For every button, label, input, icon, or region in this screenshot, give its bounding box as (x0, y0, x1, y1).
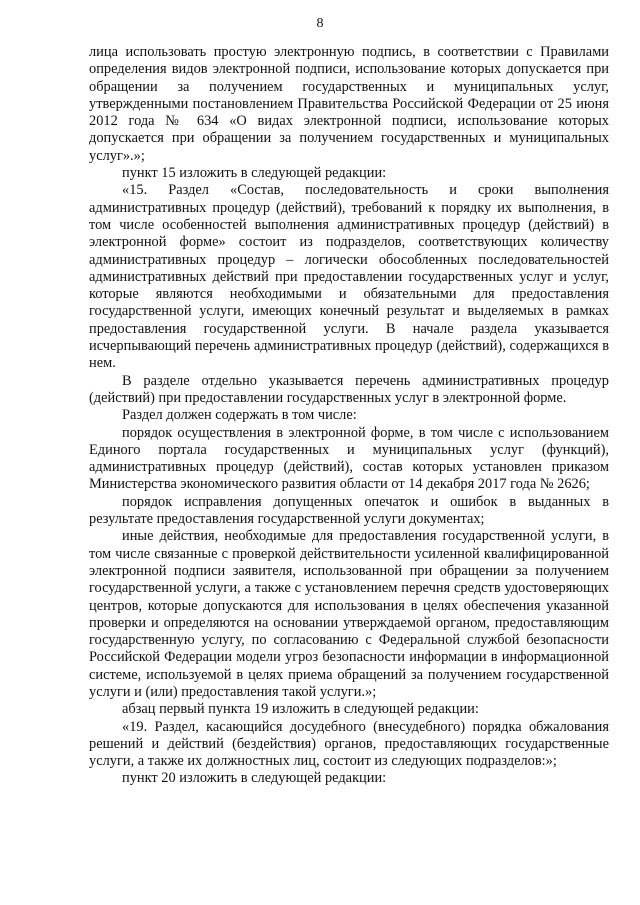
paragraph: пункт 20 изложить в следующей редакции: (122, 770, 387, 787)
paragraph: В разделе отдельно указывается перечень административных процедур (действий) при предоставлении государственных услуг в электронной форме. (89, 372, 609, 406)
paragraph: «19. Раздел, касающийся досудебного (внесудебного) порядка обжалования решений и действий (бездействия) органов, предоставляющих государственные услуги, а также их должностных лиц, состоит из следующих подразделов:»; (89, 718, 609, 770)
paragraph: порядок исправления допущенных опечаток и ошибок в выданных в результате предоставления государственной услуги документах; (89, 493, 609, 528)
paragraph: лица использовать простую электронную подпись, в соответствии с Правилами определения видов электронной подписи, использование которых допускается при обращении за получением государственных и муниципальных услуг, утвержденными постановлением Правительства Российской Федерации от 25 июня 2012 года № 634 «О видах электронной подписи, использование которых допускается при обращении за получением государственных и муниципальных услуг».»; (89, 44, 609, 164)
paragraph: «15. Раздел «Состав, последовательность и сроки выполнения административных процедур (действий), требований к порядку их выполнения, в том числе особенностей выполнения административных процедур (действий) в электронной форме» состоит из подразделов, соответствующих количеству административных процедур – логически обособленных последовательностей административных действий при предоставлении государственных услуг и услуг, которые являются необходимыми и обязательными для предоставления государственной услуги, имеющих конечный результат и выделяемых в рамках предоставления государственной услуги. В начале раздела указывается исчерпывающий перечень административных процедур (действий), содержащихся в нем. (89, 182, 609, 372)
paragraph: пункт 15 изложить в следующей редакции: (122, 165, 387, 182)
page-number: 8 (316, 16, 324, 31)
paragraph: Раздел должен содержать в том числе: (122, 407, 357, 424)
paragraph: порядок осуществления в электронной форме, в том числе с использованием Единого портала государственных и муниципальных услуг (функций), административных процедур (действий), состав которых установлен приказом Министерства экономического развития области от 14 декабря 2017 года № 2626; (89, 424, 609, 493)
paragraph: абзац первый пункта 19 изложить в следующей редакции: (122, 701, 479, 718)
paragraph: иные действия, необходимые для предоставления государственной услуги, в том числе связанные с проверкой действительности усиленной квалифицированной электронной подписи заявителя, использованной при обращении за получением государственной услуги, а также с установлением перечня средств удостоверяющих центров, которые допускаются для использования в целях обеспечения указанной проверки и определяются на основании утверждаемой органом, предоставляющим государственную услугу, по согласованию с Федеральной службой безопасности Российской Федерации модели угроз безопасности информации в информационной системе, используемой в целях приема обращений за получением государственной услуги и (или) предоставления такой услуги.»; (89, 528, 609, 700)
document-body (89, 44, 609, 788)
